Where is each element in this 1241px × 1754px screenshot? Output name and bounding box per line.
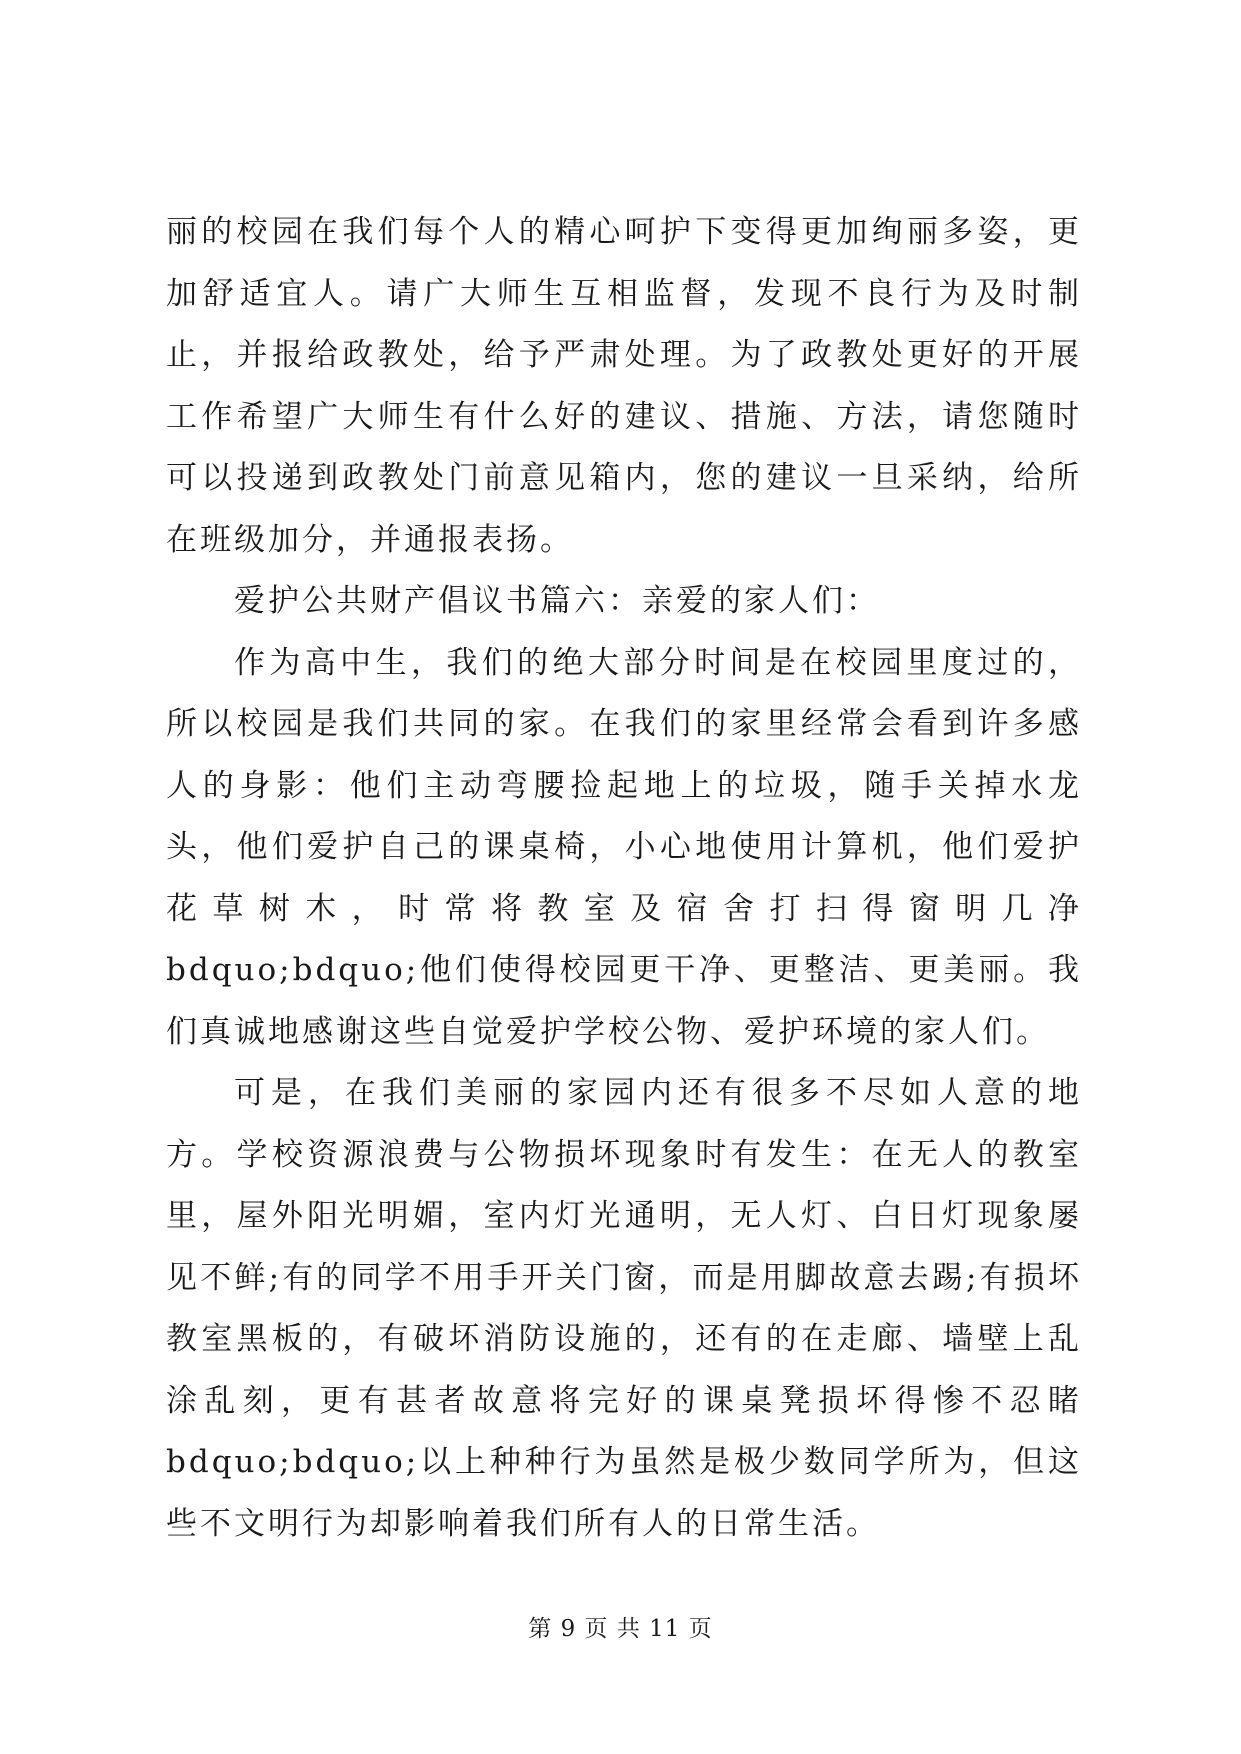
paragraph-problems: 可是，在我们美丽的家园内还有很多不尽如人意的地方。学校资源浪费与公物损坏现象时有发生：在无人的教室里，屋外阳光明媚，室内灯光通明，无人灯、白日灯现象屡见不鲜;有的同学不用手开关门窗，而是用脚故意去踢;有损坏教室黑板的，有破坏消防设施的，还有的在走廊、墙壁上乱涂乱刻，更有甚者故意将完好的课桌凳损坏得惨不忍睹 bdquo;bdquo;以上种种行为虽然是极少数同学所为，但这些不文明行为却影响着我们所有人的日常生活。 [166,1075,1082,1542]
paragraph-continuation: 丽的校园在我们每个人的精心呵护下变得更加绚丽多姿，更加舒适宜人。请广大师生互相监督，发现不良行为及时制止，并报给政教处，给予严肃处理。为了政教处更好的开展工作希望广大师生有什么好的建议、措施、方法，请您随时可以投递到政教处门前意见箱内，您的建议一旦采纳，给所在班级加分，并通报表扬。 [166,214,1082,558]
document-body [166,202,1082,1555]
paragraph-heading-section-six: 爱护公共财产倡议书篇六：亲爱的家人们： [234,583,880,619]
paragraph-campus-home: 作为高中生，我们的绝大部分时间是在校园里度过的，所以校园是我们共同的家。在我们的家里经常会看到许多感人的身影：他们主动弯腰捡起地上的垃圾，随手关掉水龙头，他们爱护自己的课桌椅，小心地使用计算机，他们爱护花草树木，时常将教室及宿舍打扫得窗明几净 bdquo;bdquo;他们使得校园更干净、更整洁、更美丽。我们真诚地感谢这些自觉爱护学校公物、爱护环境的家人们。 [166,644,1082,1050]
page-number-label: 第 9 页 共 11 页 [528,1616,713,1642]
page-footer [0,1610,1241,1643]
